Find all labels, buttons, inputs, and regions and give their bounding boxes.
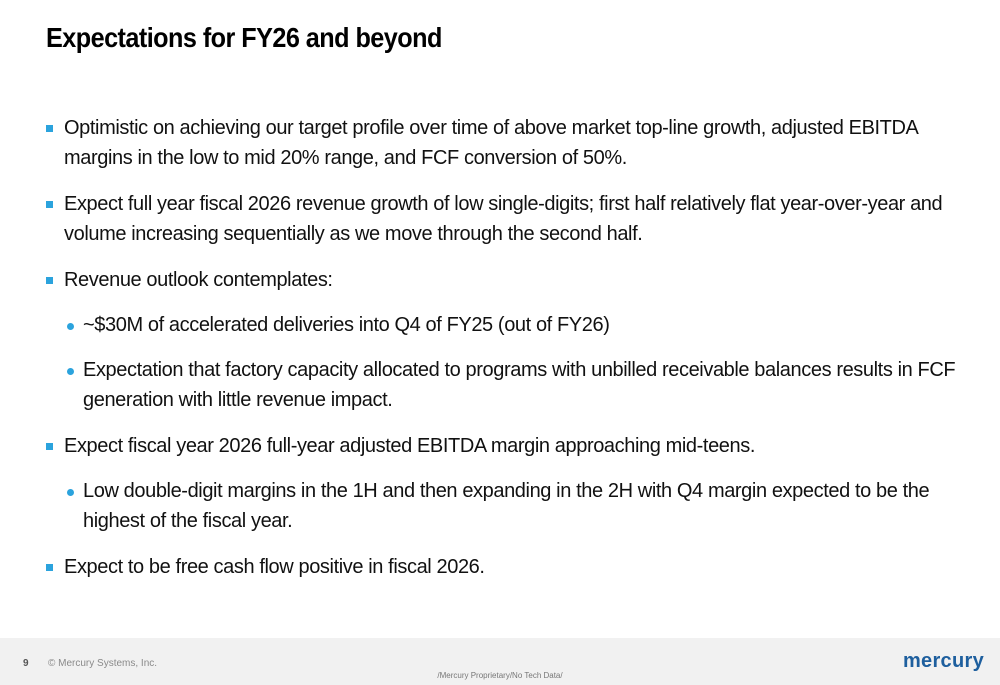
bullet-item — [44, 552, 974, 582]
bullet-item — [44, 113, 974, 173]
bullet-text: Optimistic on achieving our target profile over time of above market top-line growth, adjusted EBITDA margins in the low to mid 20% range, and FCF conversion of 50%. — [64, 117, 918, 169]
round-bullet-icon — [67, 489, 74, 496]
bullet-text: Expect full year fiscal 2026 revenue growth of low single-digits; first half relatively flat year-over-year and volume increasing sequentially as we move through the second half. — [64, 193, 943, 245]
sub-bullet-text: Low double-digit margins in the 1H and then expanding in the 2H with Q4 margin expected to be the highest of the fiscal year. — [83, 480, 930, 532]
bullet-text: Expect fiscal year 2026 full-year adjusted EBITDA margin approaching mid-teens. — [64, 435, 755, 457]
square-bullet-icon — [46, 125, 53, 132]
round-bullet-icon — [67, 368, 74, 375]
sub-bullet-item — [44, 355, 974, 415]
slide-title: Expectations for FY26 and beyond — [46, 22, 442, 53]
bullet-item — [44, 431, 974, 461]
page-number: 9 — [23, 658, 29, 669]
classification-label: /Mercury Proprietary/No Tech Data/ — [437, 671, 563, 680]
square-bullet-icon — [46, 564, 53, 571]
bullet-text: Revenue outlook contemplates: — [64, 269, 333, 291]
square-bullet-icon — [46, 277, 53, 284]
sub-bullet-text: Expectation that factory capacity allocated to programs with unbilled receivable balances results in FCF generation with little revenue impact. — [83, 359, 956, 411]
round-bullet-icon — [67, 323, 74, 330]
bullet-item — [44, 265, 974, 295]
copyright-text: © Mercury Systems, Inc. — [48, 658, 158, 669]
sub-bullet-item — [44, 476, 974, 536]
bullet-text: Expect to be free cash flow positive in fiscal 2026. — [64, 556, 485, 578]
footer-bar — [0, 638, 1000, 685]
square-bullet-icon — [46, 443, 53, 450]
sub-bullet-item — [44, 310, 974, 340]
square-bullet-icon — [46, 201, 53, 208]
bullet-list — [44, 113, 974, 582]
sub-bullet-text: ~$30M of accelerated deliveries into Q4 of FY25 (out of FY26) — [83, 314, 610, 336]
mercury-logo: mercury — [902, 650, 984, 672]
bullet-item — [44, 189, 974, 249]
